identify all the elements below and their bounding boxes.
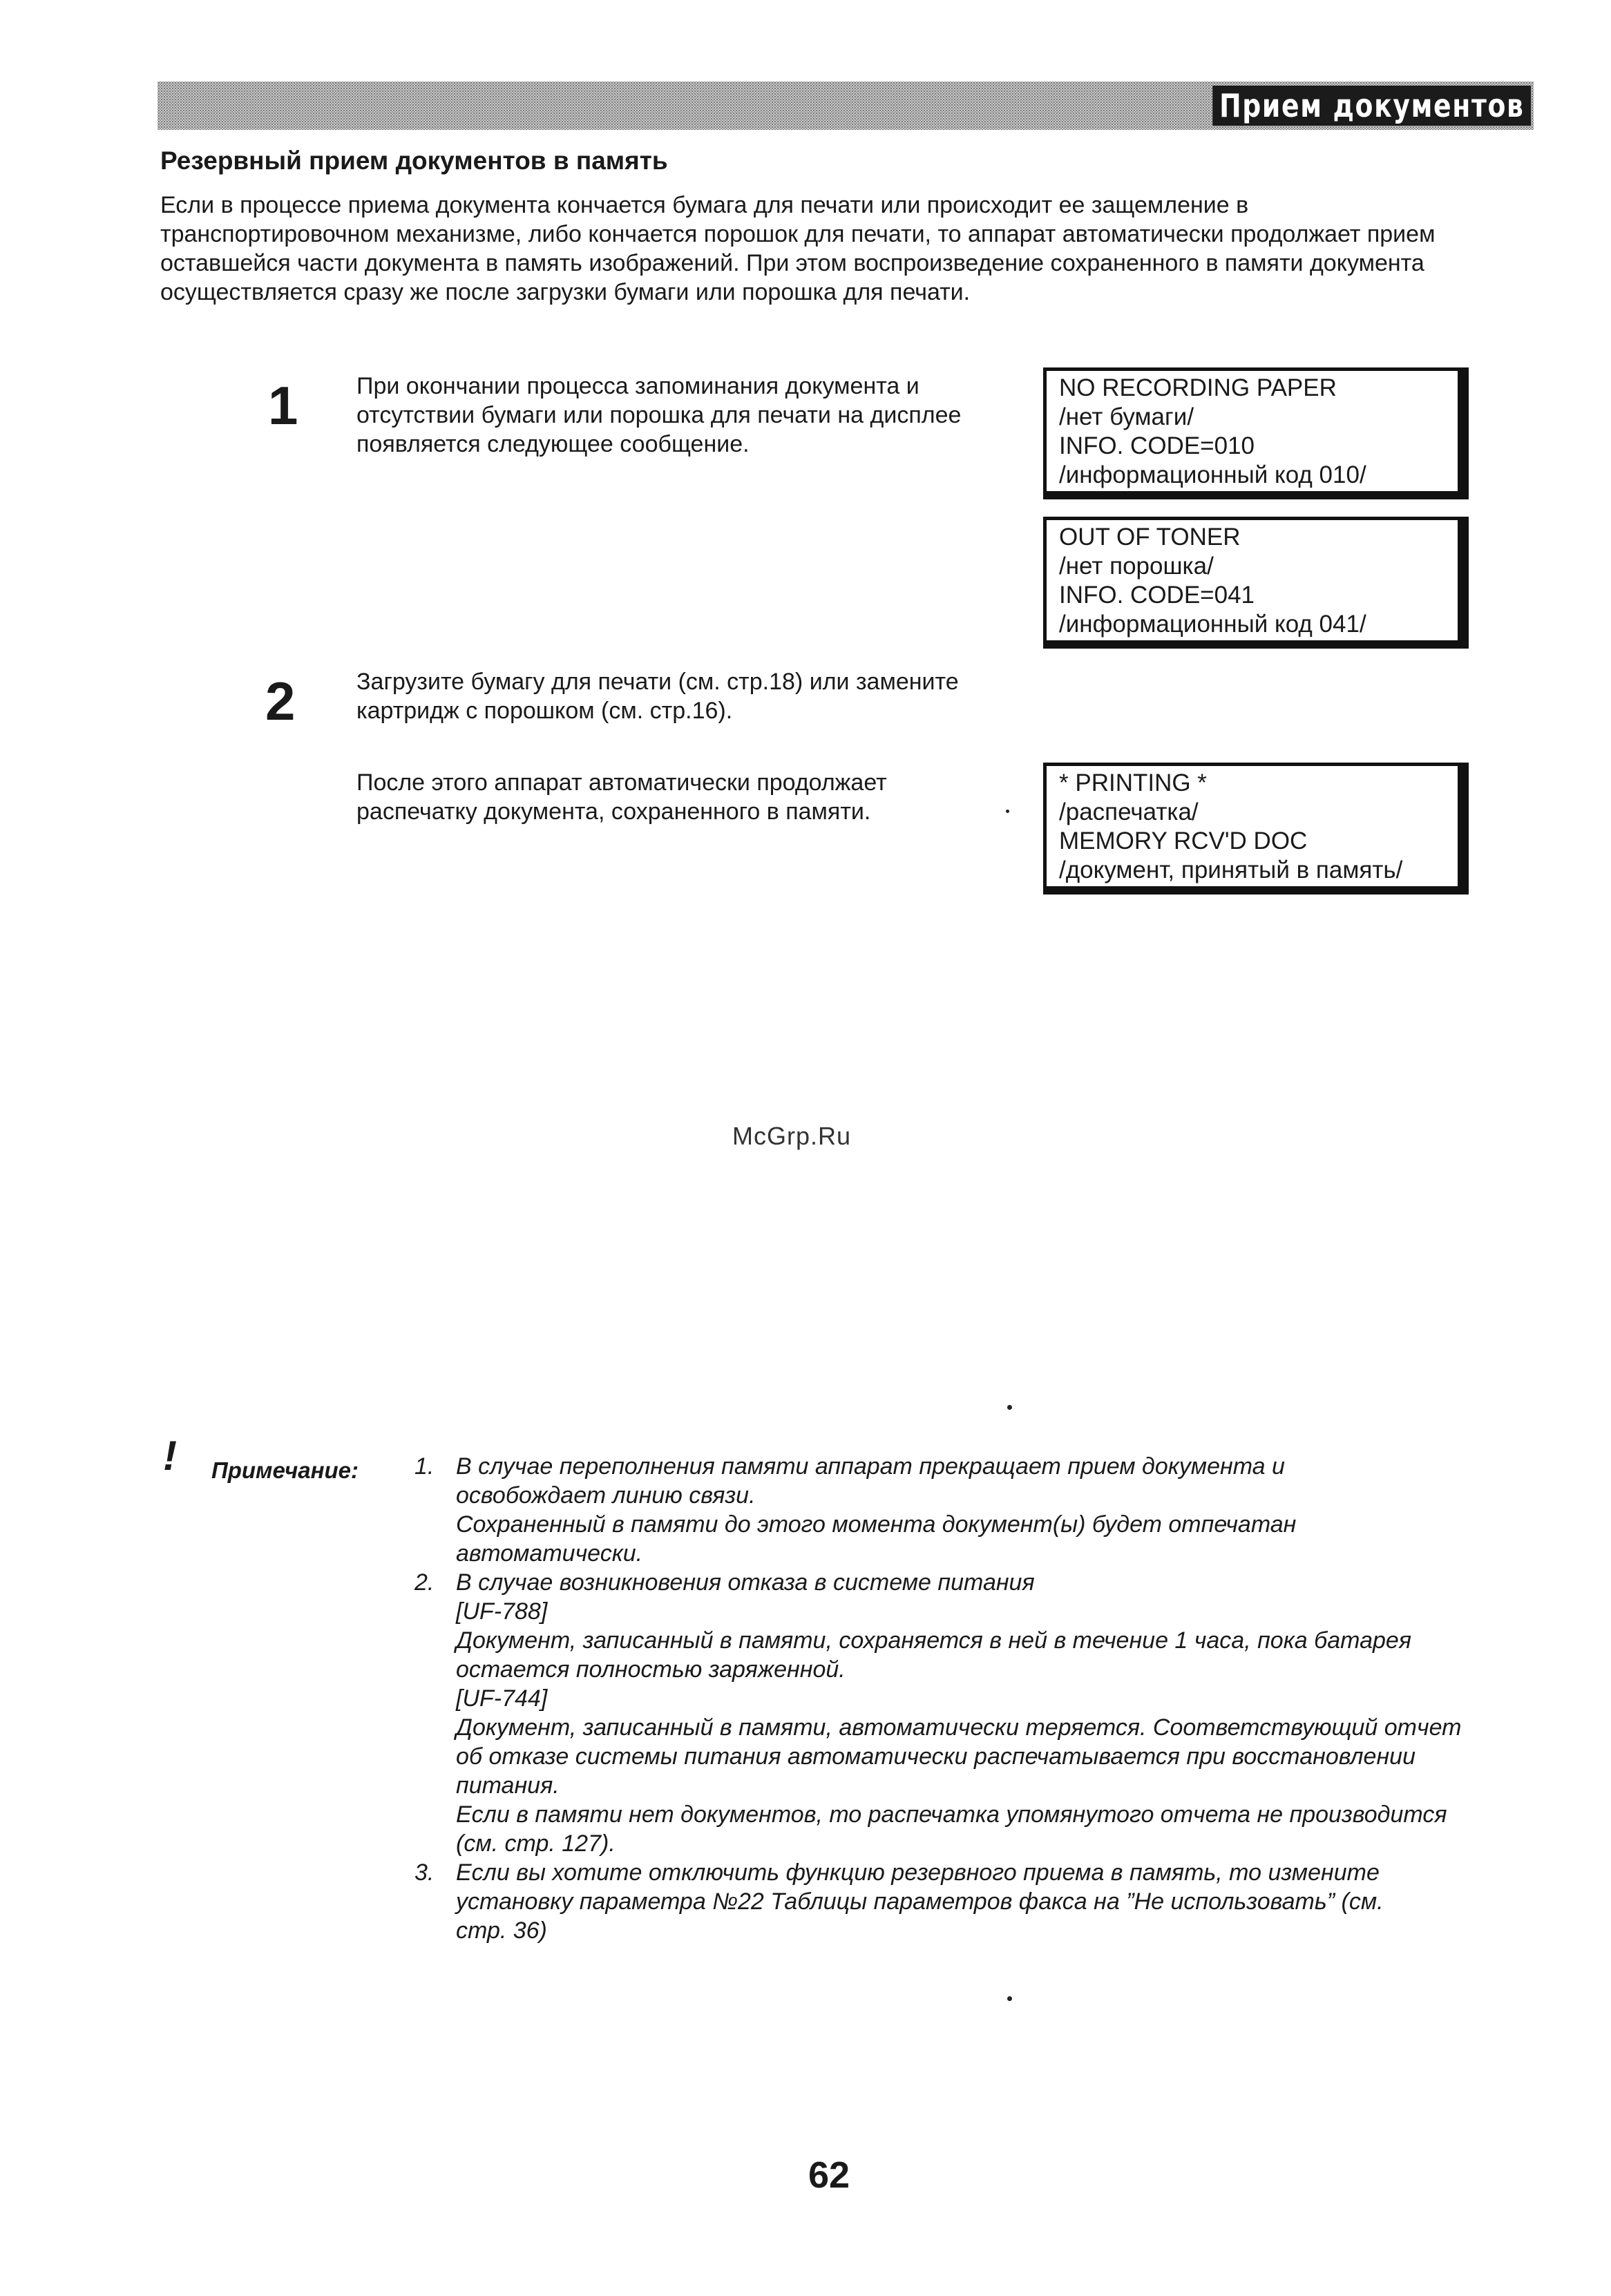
- watermark: McGrp.Ru: [732, 1122, 852, 1150]
- display-line: /нет бумаги/: [1059, 403, 1194, 430]
- note-line: Документ, записанный в памяти, сохраняется в ней в течение 1 часа, пока батарея: [456, 1627, 1411, 1654]
- note-line: В случае переполнения памяти аппарат прекращает прием документа и: [456, 1453, 1285, 1480]
- intro-paragraph: Если в процессе приема документа кончается бумага для печати или происходит ее защемление в транспортировочном механизме, либо кончается порошок для печати, то аппарат автоматически продолжает прием оставшейся части документа в память изображений. При этом воспроизведение сохраненного в памяти документа осуществляется сразу же после загрузки бумаги или порошка для печати.: [160, 192, 1436, 305]
- display-line: NO RECORDING PAPER: [1059, 374, 1337, 401]
- display-printing: [1043, 763, 1469, 895]
- note-line: автоматически.: [456, 1540, 643, 1567]
- note-line: Сохраненный в памяти до этого момента документ(ы) будет отпечатан: [456, 1511, 1297, 1538]
- note-line: Если вы хотите отключить функцию резервного приема в память, то измените: [456, 1859, 1380, 1886]
- note-item-number: 3.: [414, 1859, 435, 1886]
- header-bar: [158, 82, 1534, 130]
- display-line: OUT OF TONER: [1059, 524, 1241, 551]
- display-line: /нет порошка/: [1059, 553, 1214, 580]
- step-2-text: Загрузите бумагу для печати (см. стр.18) или замените картридж с порошком (см. стр.16).: [356, 669, 959, 724]
- note-line: (см. стр. 127).: [456, 1830, 616, 1857]
- step-2-number: 2: [265, 671, 296, 731]
- note-line: питания.: [456, 1772, 560, 1799]
- page-number: 62: [808, 2154, 850, 2196]
- note-line: Если в памяти нет документов, то распечатка упомянутого отчета не производится: [456, 1801, 1447, 1828]
- display-line: /распечатка/: [1059, 798, 1199, 825]
- step-1-text: При окончании процесса запоминания документа и отсутствии бумаги или порошка для печати на дисплее появляется следующее сообщение.: [356, 373, 962, 457]
- note-body: [413, 1452, 1532, 1945]
- note-line: остается полностью заряженной.: [456, 1656, 846, 1683]
- display-line: /информационный код 041/: [1059, 611, 1366, 638]
- display-line: /документ, принятый в память/: [1059, 857, 1403, 883]
- note-line: установку параметра №22 Таблицы параметров факса на ”Не использовать” (см.: [456, 1888, 1384, 1915]
- note-line: В случае возникновения отказа в системе питания: [456, 1569, 1035, 1596]
- note-item: [413, 1452, 1532, 1568]
- display-line: * PRINTING *: [1059, 769, 1207, 796]
- note-line: об отказе системы питания автоматически распечатывается при восстановлении: [456, 1743, 1415, 1770]
- display-line: /информационный код 010/: [1059, 461, 1366, 488]
- note-line: освобождает линию связи.: [456, 1482, 756, 1509]
- display-line: INFO. CODE=041: [1059, 582, 1255, 609]
- section-title: Резервный прием документов в память: [160, 146, 668, 175]
- speck: [1007, 1405, 1012, 1410]
- display-line: MEMORY RCV'D DOC: [1059, 827, 1308, 854]
- speck: [1006, 810, 1009, 813]
- note-label: Примечание:: [211, 1457, 359, 1483]
- speck: [1007, 1996, 1012, 2001]
- step-1-number: 1: [268, 375, 298, 436]
- note-item-number: 1.: [414, 1453, 435, 1480]
- note-line: [UF-744]: [456, 1685, 548, 1712]
- note-exclamation-icon: !: [163, 1433, 177, 1479]
- chapter-title: Прием документов: [1212, 86, 1531, 126]
- note-item: [413, 1568, 1532, 1858]
- step-2-followup-text: После этого аппарат автоматически продолжает распечатку документа, сохраненного в памяти.: [356, 769, 887, 825]
- note-line: [UF-788]: [456, 1598, 548, 1625]
- note-item-number: 2.: [414, 1569, 435, 1596]
- display-out-of-toner: [1043, 517, 1469, 649]
- display-no-paper: [1043, 367, 1469, 499]
- note-item: [413, 1858, 1532, 1945]
- display-line: INFO. CODE=010: [1059, 432, 1255, 459]
- note-line: Документ, записанный в памяти, автоматически теряется. Соответствующий отчет: [456, 1714, 1462, 1741]
- note-line: стр. 36): [456, 1917, 547, 1944]
